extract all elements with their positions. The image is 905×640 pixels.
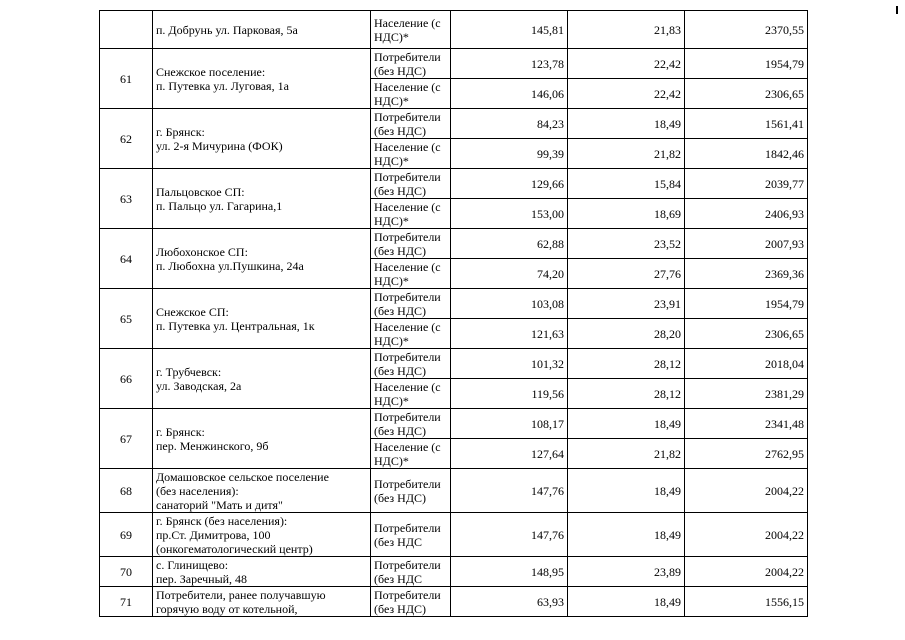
tariff-value-1: 145,81 <box>451 11 568 49</box>
row-number: 63 <box>100 169 153 229</box>
tariff-value-3: 1954,79 <box>685 49 808 79</box>
address-line: пер. Заречный, 48 <box>156 571 248 586</box>
address-line: (онкогематологический центр) <box>156 541 313 556</box>
table-row <box>100 557 808 587</box>
row-number: 71 <box>100 587 153 617</box>
consumer-category: Население (с НДС)* <box>371 319 451 349</box>
tariff-value-3: 2762,95 <box>685 439 808 469</box>
location-address <box>153 349 371 409</box>
tariff-value-3: 2341,48 <box>685 409 808 439</box>
address-line: ул. 2-я Мичурина (ФОК) <box>156 138 283 153</box>
tariff-value-1: 103,08 <box>451 289 568 319</box>
consumer-category: Потребители (без НДС) <box>371 349 451 379</box>
tariff-value-3: 2381,29 <box>685 379 808 409</box>
address-line: ул. Заводская, 2а <box>156 378 242 393</box>
tariff-value-2: 23,91 <box>568 289 685 319</box>
tariff-value-2: 28,12 <box>568 379 685 409</box>
tariff-value-1: 146,06 <box>451 79 568 109</box>
row-number: 68 <box>100 469 153 513</box>
table-row <box>100 289 808 319</box>
address-line: пр.Ст. Димитрова, 100 <box>156 527 271 542</box>
address-line: Потребители, ранее получавшую <box>156 587 326 602</box>
tariff-value-3: 2406,93 <box>685 199 808 229</box>
tariff-value-1: 127,64 <box>451 439 568 469</box>
row-number: 62 <box>100 109 153 169</box>
consumer-category: Потребители (без НДС) <box>371 587 451 617</box>
consumer-category: Население (с НДС)* <box>371 139 451 169</box>
consumer-category: Потребители (без НДС) <box>371 49 451 79</box>
address-line: п. Путевка ул. Луговая, 1а <box>156 78 289 93</box>
row-number: 64 <box>100 229 153 289</box>
tariff-value-3: 1954,79 <box>685 289 808 319</box>
table-row <box>100 169 808 199</box>
address-line: Снежское СП: <box>156 304 229 319</box>
row-number: 69 <box>100 513 153 557</box>
table-row <box>100 409 808 439</box>
address-line: г. Трубчевск: <box>156 364 222 379</box>
tariff-value-3: 2007,93 <box>685 229 808 259</box>
tariff-value-1: 108,17 <box>451 409 568 439</box>
location-address <box>153 169 371 229</box>
tariff-value-2: 21,82 <box>568 139 685 169</box>
address-line: Домашовское сельское поселение <box>156 469 329 484</box>
consumer-category: Население (с НДС)* <box>371 199 451 229</box>
tariff-value-1: 63,93 <box>451 587 568 617</box>
row-number: 61 <box>100 49 153 109</box>
tariff-value-3: 2004,22 <box>685 513 808 557</box>
location-address <box>153 557 371 587</box>
row-number <box>100 11 153 49</box>
tariff-value-2: 28,20 <box>568 319 685 349</box>
address-line: Пальцовское СП: <box>156 184 245 199</box>
row-number: 66 <box>100 349 153 409</box>
tariff-value-3: 2004,22 <box>685 469 808 513</box>
tariff-table <box>99 10 808 617</box>
tariff-value-1: 84,23 <box>451 109 568 139</box>
address-line: пер. Менжинского, 9б <box>156 438 269 453</box>
address-line: г. Брянск (без населения): <box>156 513 288 528</box>
location-address <box>153 409 371 469</box>
tariff-value-2: 21,83 <box>568 11 685 49</box>
tariff-value-3: 2018,04 <box>685 349 808 379</box>
table-row <box>100 349 808 379</box>
tariff-value-3: 2004,22 <box>685 557 808 587</box>
location-address <box>153 587 371 617</box>
consumer-category: Население (с НДС)* <box>371 259 451 289</box>
tariff-value-3: 2306,65 <box>685 319 808 349</box>
location-address <box>153 229 371 289</box>
consumer-category: Потребители (без НДС) <box>371 469 451 513</box>
tariff-value-2: 18,49 <box>568 469 685 513</box>
tariff-value-1: 129,66 <box>451 169 568 199</box>
consumer-category: Потребители (без НДС) <box>371 409 451 439</box>
tariff-value-1: 62,88 <box>451 229 568 259</box>
location-address <box>153 513 371 557</box>
address-line: г. Брянск: <box>156 424 205 439</box>
consumer-category: Потребители (без НДС) <box>371 109 451 139</box>
table-row <box>100 11 808 49</box>
table-row <box>100 49 808 79</box>
tariff-value-3: 1842,46 <box>685 139 808 169</box>
tariff-value-3: 2039,77 <box>685 169 808 199</box>
table-row <box>100 513 808 557</box>
tariff-table-body <box>100 11 808 617</box>
tariff-value-1: 147,76 <box>451 513 568 557</box>
table-row <box>100 109 808 139</box>
tariff-value-2: 28,12 <box>568 349 685 379</box>
address-line: с. Глинищево: <box>156 557 229 572</box>
location-address <box>153 11 371 49</box>
row-number: 67 <box>100 409 153 469</box>
consumer-category: Население (с НДС)* <box>371 379 451 409</box>
tariff-value-2: 18,49 <box>568 513 685 557</box>
tariff-value-2: 18,49 <box>568 409 685 439</box>
scan-artifact <box>896 6 898 14</box>
consumer-category: Потребители (без НДС) <box>371 169 451 199</box>
tariff-value-2: 23,52 <box>568 229 685 259</box>
row-number: 65 <box>100 289 153 349</box>
tariff-value-1: 123,78 <box>451 49 568 79</box>
consumer-category: Население (с НДС)* <box>371 439 451 469</box>
tariff-value-1: 148,95 <box>451 557 568 587</box>
tariff-value-2: 18,49 <box>568 587 685 617</box>
location-address <box>153 49 371 109</box>
tariff-value-1: 153,00 <box>451 199 568 229</box>
consumer-category: Потребители (без НДС) <box>371 229 451 259</box>
tariff-value-3: 2369,36 <box>685 259 808 289</box>
table-row <box>100 229 808 259</box>
tariff-value-1: 101,32 <box>451 349 568 379</box>
tariff-value-2: 15,84 <box>568 169 685 199</box>
consumer-category: Население (с НДС)* <box>371 11 451 49</box>
location-address <box>153 289 371 349</box>
tariff-value-3: 1561,41 <box>685 109 808 139</box>
address-line: санаторий "Мать и дитя" <box>156 497 283 512</box>
tariff-value-2: 23,89 <box>568 557 685 587</box>
address-line: п. Путевка ул. Центральная, 1к <box>156 318 315 333</box>
tariff-value-1: 119,56 <box>451 379 568 409</box>
consumer-category: Население (с НДС)* <box>371 79 451 109</box>
address-line: п. Пальцо ул. Гагарина,1 <box>156 198 283 213</box>
consumer-category: Потребители (без НДС) <box>371 289 451 319</box>
consumer-category: Потребители (без НДС <box>371 513 451 557</box>
address-line: Снежское поселение: <box>156 64 266 79</box>
tariff-value-2: 18,49 <box>568 109 685 139</box>
tariff-value-3: 1556,15 <box>685 587 808 617</box>
tariff-value-2: 27,76 <box>568 259 685 289</box>
tariff-value-1: 147,76 <box>451 469 568 513</box>
address-line: горячую воду от котельной, <box>156 601 298 616</box>
address-line: (без населения): <box>156 483 239 498</box>
tariff-value-1: 74,20 <box>451 259 568 289</box>
table-row <box>100 469 808 513</box>
address-line: Любохонское СП: <box>156 244 248 259</box>
tariff-value-2: 21,82 <box>568 439 685 469</box>
tariff-value-2: 22,42 <box>568 79 685 109</box>
location-address <box>153 469 371 513</box>
tariff-value-1: 121,63 <box>451 319 568 349</box>
table-row <box>100 587 808 617</box>
address-line: п. Любохна ул.Пушкина, 24а <box>156 258 304 273</box>
tariff-value-2: 18,69 <box>568 199 685 229</box>
consumer-category: Потребители (без НДС <box>371 557 451 587</box>
tariff-value-2: 22,42 <box>568 49 685 79</box>
tariff-value-3: 2306,65 <box>685 79 808 109</box>
row-number: 70 <box>100 557 153 587</box>
location-address <box>153 109 371 169</box>
address-line: г. Брянск: <box>156 124 205 139</box>
tariff-value-3: 2370,55 <box>685 11 808 49</box>
address-line: п. Добрунь ул. Парковая, 5а <box>156 22 298 37</box>
tariff-value-1: 99,39 <box>451 139 568 169</box>
